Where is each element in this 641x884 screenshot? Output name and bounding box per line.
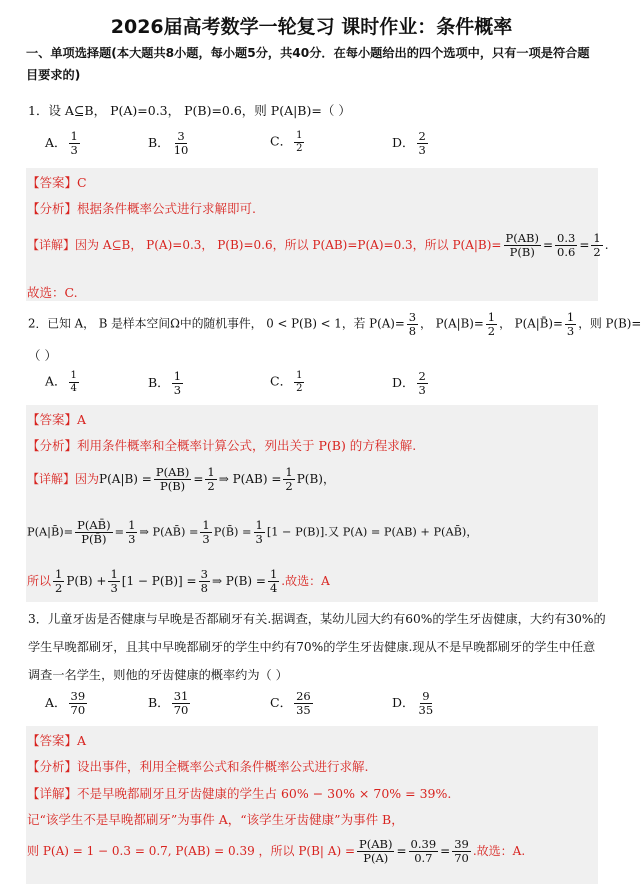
q3-stem-line1: 3．儿童牙齿是否健康与早晚是否都刷牙有关.据调查，某幼儿园大约有60%的学生牙齿健康，大约有30%的 — [28, 612, 606, 626]
q3-analysis: 【分析】设出事件，利用全概率公式和条件概率公式进行求解. — [27, 759, 369, 774]
q2-option-b: B． $\frac{1}{3}$ — [148, 369, 182, 398]
q2-detail-3: 所以 $\frac{1}{2}$ P(B) + $\frac{1}{3}$ [1 − P(B)] = $\frac{3}{8}$ ⇒ P(B) = $\frac{1}{4}$ .故选：A — [27, 567, 330, 596]
section-heading: 一、单项选择题(本大题共8小题，每小题5分，共40分．在每小题给出的四个选项中，只有一项是符合题 — [26, 46, 590, 60]
q2-stem-bracket: （ ） — [28, 348, 57, 363]
q1-analysis: 【分析】根据条件概率公式进行求解即可. — [27, 201, 256, 216]
q3-last-line: 则 P(A) = 1 − 0.3 = 0.7, P(AB) = 0.39 ，所以 P(B| A) = $\frac{P(AB)}{P(A)}$ = $\frac{0.39}{0.7}$ = $\frac{39}{70}$ .故选：A. — [27, 837, 526, 866]
q3-define: 记“该学生不是早晚都刷牙”为事件 A，“该学生牙齿健康”为事件 B， — [27, 812, 404, 827]
q1-option-a: A． $\frac{1}{3}$ — [45, 129, 78, 158]
q3-detail: 【详解】不是早晚都刷牙且牙齿健康的学生占 60% − 30% × 70% = 39%. — [27, 786, 452, 801]
q2-option-c: C． $\frac{1}{2}$ — [270, 370, 303, 394]
q3-option-d: D． $\frac{9}{35}$ — [392, 689, 434, 718]
q2-answer: 【答案】A — [27, 412, 87, 427]
q3-stem-line3: 调查一名学生，则他的牙齿健康的概率约为（ ） — [28, 668, 288, 682]
q1-option-d: D． $\frac{2}{3}$ — [392, 129, 426, 158]
q1-detail: 【详解】因为 A⊆B， P(A)=0.3， P(B)=0.6，所以 P(AB)=P(A)=0.3，所以 P(A|B)= $\frac{P(AB)}{P(B)}$ = $\frac{0.3}{0.6}$ = $\frac{1}{2}$ . — [27, 231, 609, 260]
q1-option-b: B． $\frac{3}{10}$ — [148, 129, 189, 158]
q3-stem-line2: 学生早晚都刷牙，且其中早晚都刷牙的学生中约有70%的学生牙齿健康.现从不是早晚都刷牙的学生中任意 — [28, 640, 596, 654]
q1-stem: 1．设 A⊆B， P(A)=0.3， P(B)=0.6，则 P(A|B)=（ ） — [28, 103, 351, 118]
q2-detail-2: P(A|B̄)= $\frac{P(AB̄)}{P(B̄)}$ = $\frac{1}{3}$ ⇒ P(AB̄) = $\frac{1}{3}$ P(B̄) = $\frac{1}{3}$ [1 − P(B)].又 P(A) = P(AB) + P(AB̄)， — [27, 518, 478, 547]
q2-analysis: 【分析】利用条件概率和全概率计算公式，列出关于 P(B) 的方程求解. — [27, 438, 417, 453]
q1-answer: 【答案】C — [27, 175, 87, 190]
q3-option-c: C． $\frac{26}{35}$ — [270, 689, 311, 718]
q3-option-a: A． $\frac{39}{70}$ — [45, 689, 86, 718]
q2-stem: 2．已知 A， B 是样本空间Ω中的随机事件， 0 < P(B) < 1，若 P(A)= $\frac{3}{8}$ ， P(A|B)= $\frac{1}{2}$ ， P(A|B̄)= $\frac{1}{3}$ ，则 P(B)= — [28, 310, 641, 339]
q2-option-a: A． $\frac{1}{4}$ — [45, 370, 77, 394]
page-title: 2026届高考数学一轮复习 课时作业：条件概率 — [110, 16, 513, 38]
q2-option-d: D． $\frac{2}{3}$ — [392, 369, 426, 398]
q1-option-c: C． $\frac{1}{2}$ — [270, 130, 303, 154]
section-heading-cont: 目要求的) — [26, 68, 81, 82]
q3-option-b: B． $\frac{31}{70}$ — [148, 689, 189, 718]
q3-answer: 【答案】A — [27, 733, 87, 748]
q2-detail-1: 【详解】因为P(A|B) = $\frac{P(AB)}{P(B)}$ = $\frac{1}{2}$ ⇒ P(AB) = $\frac{1}{2}$ P(B)， — [27, 465, 335, 494]
q1-conclusion: 故选：C. — [27, 285, 78, 300]
